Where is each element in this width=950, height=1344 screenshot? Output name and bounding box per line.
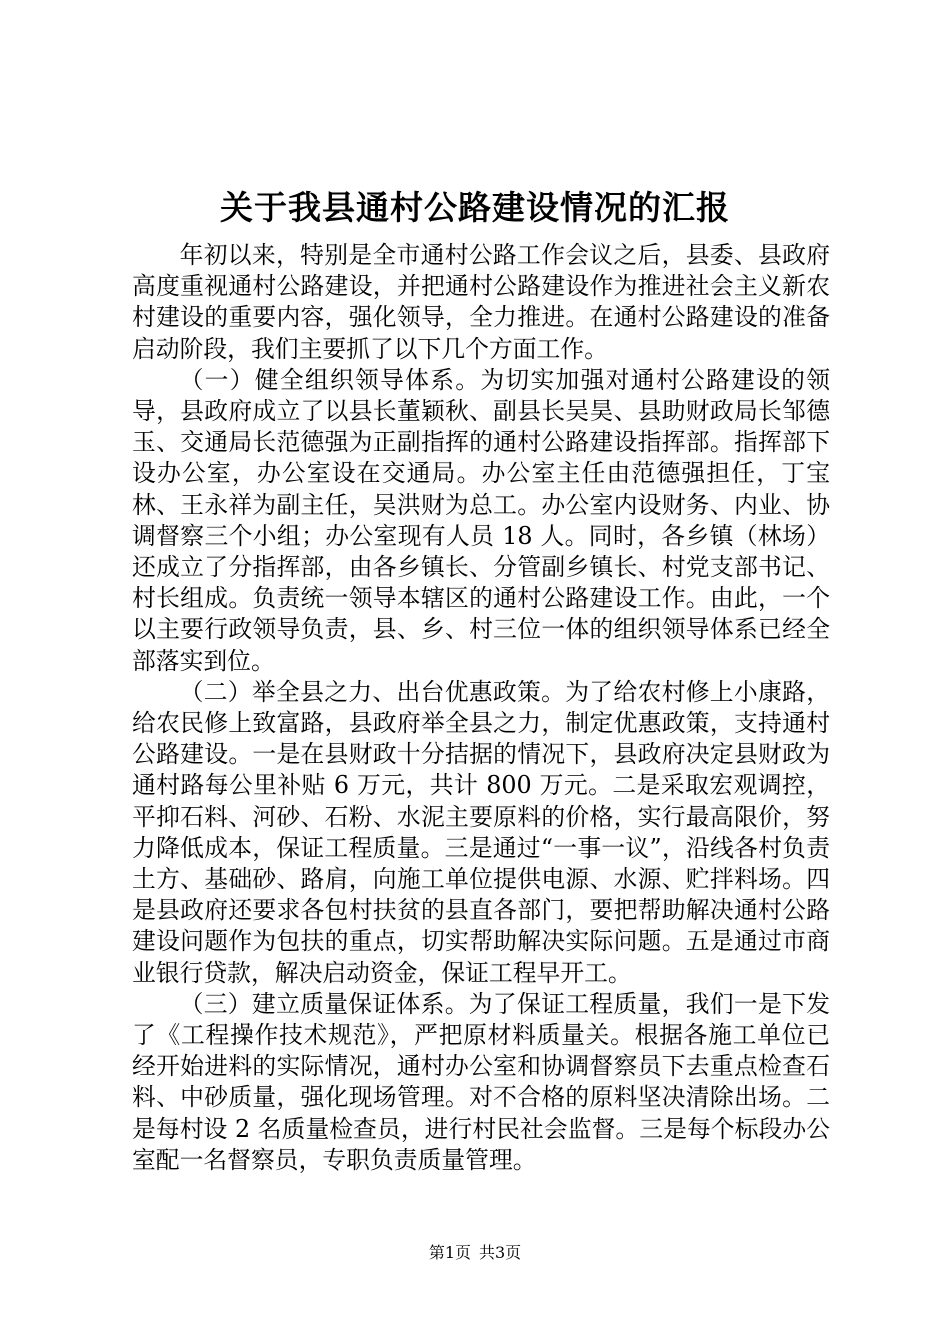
document-title: 关于我县通村公路建设情况的汇报 bbox=[220, 188, 730, 227]
page-footer bbox=[0, 1242, 950, 1264]
paragraph-section-2: （二）举全县之力、出台优惠政策。为了给农村修上小康路，给农民修上致富路，县政府举全县之力，制定优惠政策，支持通村公路建设。一是在县财政十分拮据的情况下，县政府决定县财政为通村路每公里补贴 6 万元，共计 800 万元。二是采取宏观调控，平抑石料、河砂、石粉、水泥主要原料的价格，实行最高限价，努力降低成本，保证工程质量。三是通过“一事一议”，沿线各村负责土方、基础砂、路肩，向施工单位提供电源、水源、贮拌料场。四是县政府还要求各包村扶贫的县直各部门，要把帮助解决通村公路建设问题作为包扶的重点，切实帮助解决实际问题。五是通过市商业银行贷款，解决启动资金，保证工程早开工。 bbox=[132, 677, 830, 987]
paragraph-section-1: （一）健全组织领导体系。为切实加强对通村公路建设的领导，县政府成立了以县长董颖秋、副县长吴昊、县助财政局长邹德玉、交通局长范德强为正副指挥的通村公路建设指挥部。指挥部下设办公室，办公室设在交通局。办公室主任由范德强担任，丁宝林、王永祥为副主任，吴洪财为总工。办公室内设财务、内业、协调督察三个小组；办公室现有人员 18 人。同时，各乡镇（林场）还成立了分指挥部，由各乡镇长、分管副乡镇长、村党支部书记、村长组成。负责统一领导本辖区的通村公路建设工作。由此，一个以主要行政领导负责，县、乡、村三位一体的组织领导体系已经全部落实到位。 bbox=[132, 365, 830, 675]
document-body bbox=[132, 240, 830, 1176]
page-total: 共3页 bbox=[479, 1243, 522, 1262]
page-number: 第1页 bbox=[428, 1243, 471, 1262]
paragraph-section-3: （三）建立质量保证体系。为了保证工程质量，我们一是下发了《工程操作技术规范》，严把原材料质量关。根据各施工单位已经开始进料的实际情况，通村办公室和协调督察员下去重点检查石料、中砂质量，强化现场管理。对不合格的原料坚决清除出场。二是每村设 2 名质量检查员，进行村民社会监督。三是每个标段办公室配一名督察员，专职负责质量管理。 bbox=[132, 989, 830, 1174]
paragraph-intro: 年初以来，特别是全市通村公路工作会议之后，县委、县政府高度重视通村公路建设，并把通村公路建设作为推进社会主义新农村建设的重要内容，强化领导，全力推进。在通村公路建设的准备启动阶段，我们主要抓了以下几个方面工作。 bbox=[132, 241, 830, 363]
